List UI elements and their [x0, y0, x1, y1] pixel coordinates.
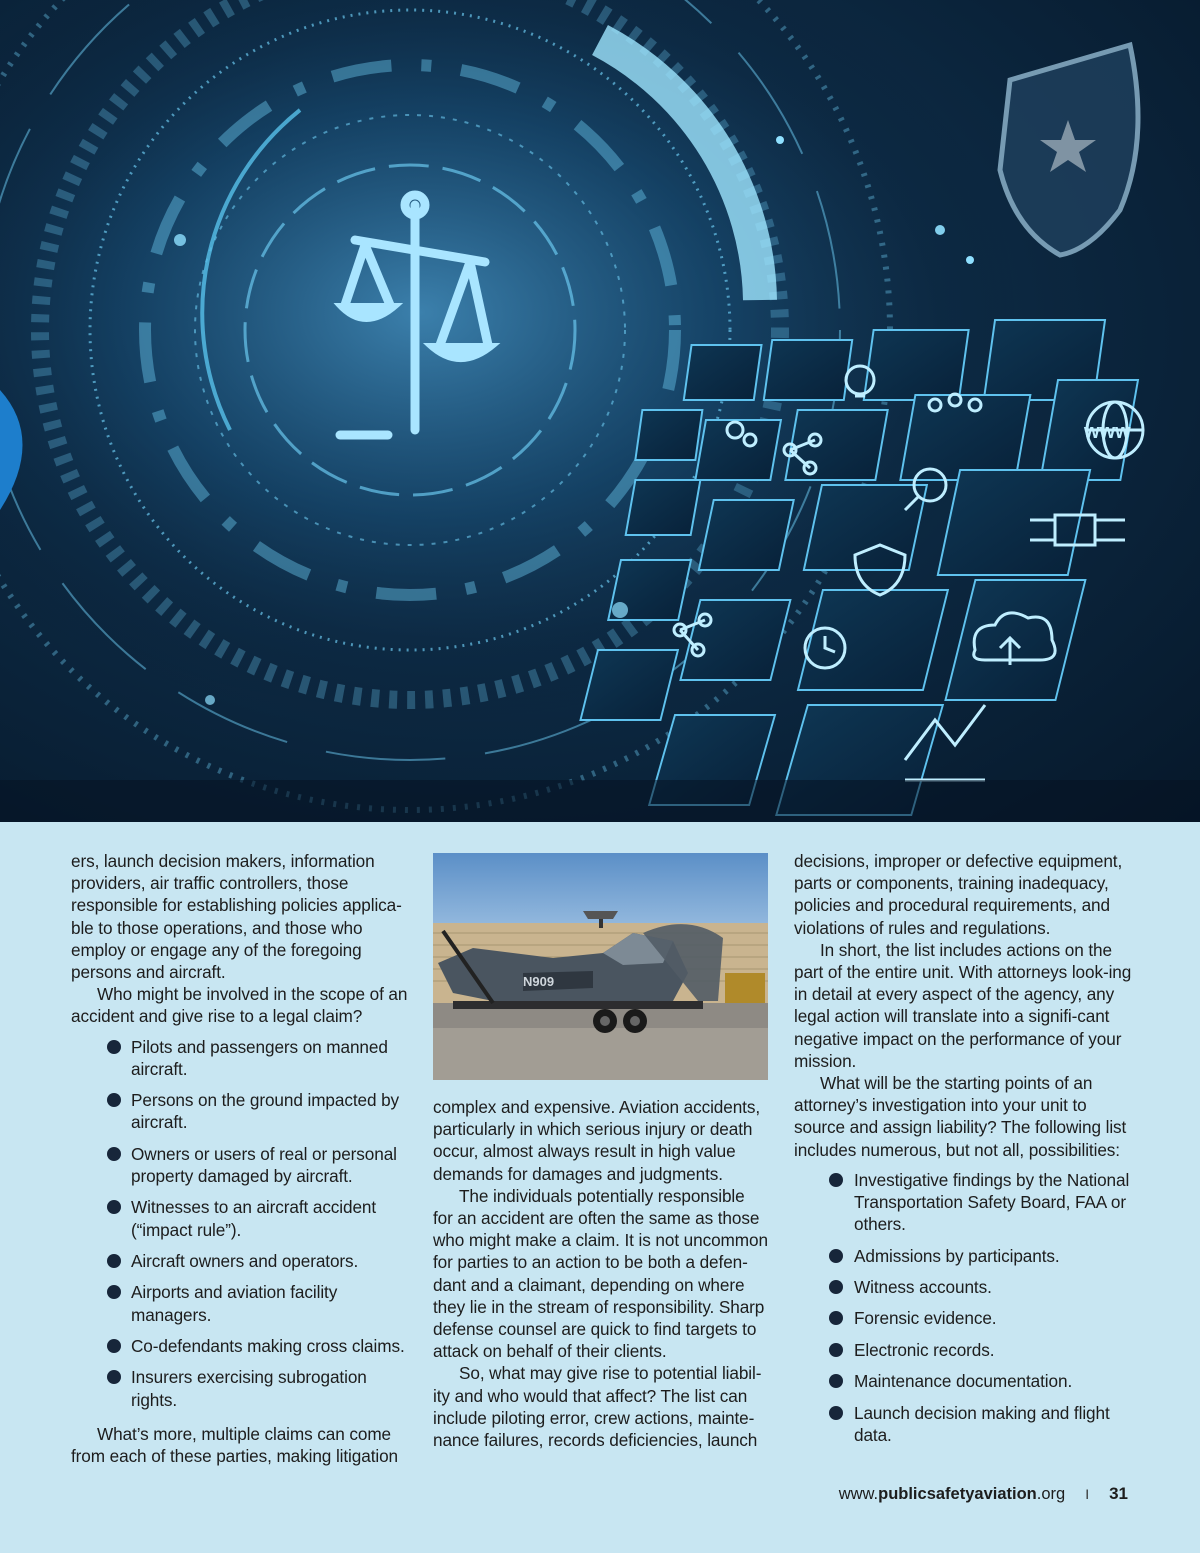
list-item: Pilots and passengers on manned aircraft.	[71, 1036, 411, 1080]
list-item: Witness accounts.	[794, 1276, 1134, 1298]
col1-paragraph-2: Who might be involved in the scope of an accident and give rise to a legal claim?	[71, 984, 408, 1027]
col2-paragraph-2: The individuals potentially responsible for an accident are often the same as those who might make a claim. It is not uncommon for parties to an action to be both a defen-dant and a claimant, depending on where they lie in the stream of responsibility. Sharp defense counsel are quick to find targets to attack on behalf of their clients.	[433, 1185, 768, 1362]
url-prefix: www.	[838, 1484, 879, 1503]
investigation-sources-list	[794, 1169, 1134, 1446]
tail-number: N909	[523, 974, 555, 989]
list-item: Electronic records.	[794, 1339, 1134, 1361]
text-column-3	[794, 850, 1134, 1458]
claimant-list	[71, 1036, 411, 1411]
page-footer	[839, 1484, 1128, 1504]
helicopter-on-trailer-image	[433, 853, 768, 1080]
col2-paragraph-1: complex and expensive. Aviation accidents, particularly in which serious injury or death occur, almost always result in high value demands for damages and judgments.	[433, 1097, 761, 1184]
col3-paragraph-1: decisions, improper or defective equipment, parts or components, training inadequacy, policies and procedural requirements, and violations of rules and regulations.	[794, 851, 1123, 938]
url-domain: publicsafetyaviation	[878, 1484, 1037, 1503]
list-item: Persons on the ground impacted by aircraft.	[71, 1089, 411, 1133]
list-item: Aircraft owners and operators.	[71, 1250, 411, 1272]
list-item: Co-defendants making cross claims.	[71, 1335, 411, 1357]
url-suffix: .org	[1036, 1484, 1066, 1503]
list-item: Maintenance documentation.	[794, 1370, 1134, 1392]
list-item: Witnesses to an aircraft accident (“impact rule”).	[71, 1196, 411, 1240]
list-item: Owners or users of real or personal property damaged by aircraft.	[71, 1143, 411, 1187]
www-tile-label: www	[1084, 421, 1131, 443]
text-column-1	[71, 850, 411, 1467]
col2-paragraph-3: So, what may give rise to potential liabil-ity and who would that affect? The list can include piloting error, crew actions, mainte-nance failures, records deficiencies, launch	[433, 1363, 762, 1451]
list-item: Launch decision making and flight data.	[794, 1402, 1134, 1446]
col3-paragraph-3: What will be the starting points of an attorney’s investigation into your unit to source and assign liability? The following list includes numerous, but not all, possibilities:	[794, 1073, 1127, 1160]
page-number: 31	[1109, 1484, 1128, 1503]
list-item: Admissions by participants.	[794, 1245, 1134, 1267]
col1-paragraph-1: ers, launch decision makers, information providers, air traffic controllers, those responsible for establishing policies applica-ble to those operations, and those who employ or engage any of the foregoing persons and aircraft.	[71, 851, 402, 983]
col1-paragraph-3: What’s more, multiple claims can come from each of these parties, making litigation	[71, 1423, 399, 1466]
list-item: Airports and aviation facility managers.	[71, 1281, 411, 1325]
list-item: Forensic evidence.	[794, 1307, 1134, 1329]
list-item: Investigative findings by the National Transportation Safety Board, FAA or others.	[794, 1169, 1134, 1236]
list-item: Insurers exercising subrogation rights.	[71, 1366, 411, 1410]
text-column-2	[433, 1096, 769, 1451]
website-link[interactable]	[839, 1485, 1066, 1504]
col3-paragraph-2: In short, the list includes actions on the part of the entire unit. With attorneys look-ing in detail at every aspect of the agency, any legal action will translate into a signifi-cant negative impact on the performance of your mission.	[794, 939, 1132, 1071]
helicopter-wreck-photo	[433, 853, 768, 1080]
footer-separator: I	[1085, 1486, 1090, 1502]
